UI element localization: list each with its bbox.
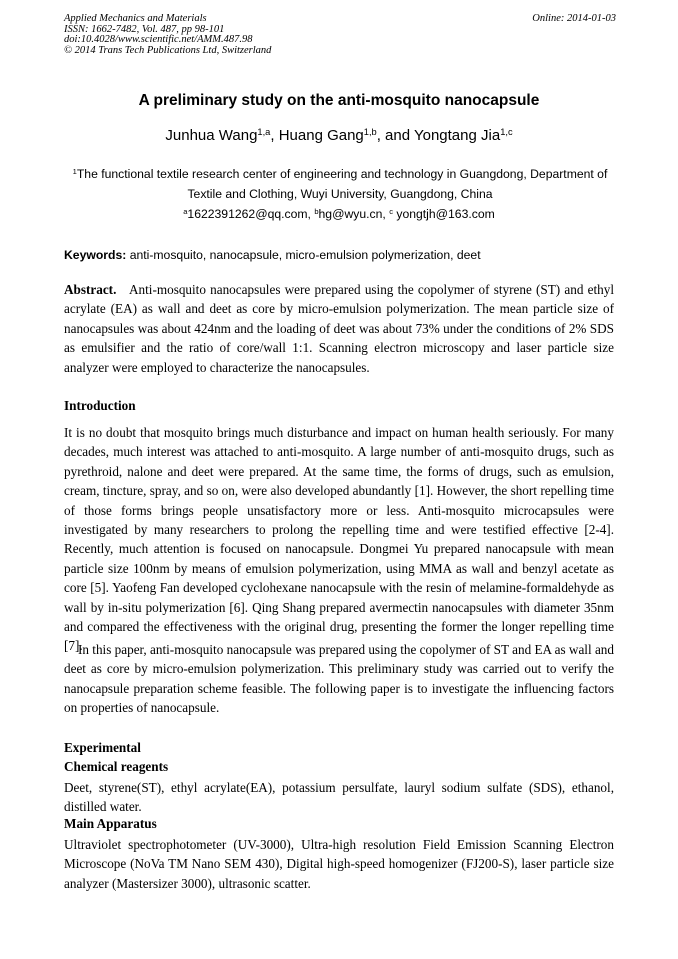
email-sup: a	[183, 206, 188, 216]
author-separator: ,	[270, 127, 279, 144]
keywords-label: Keywords:	[64, 248, 127, 262]
email-list	[0, 207, 678, 221]
paper-title: A preliminary study on the anti-mosquito nanocapsule	[138, 92, 540, 109]
abstract	[64, 280, 614, 377]
author-affiliation-sup: 1,a	[257, 126, 271, 137]
main-apparatus-text: Ultraviolet spectrophotometer (UV-3000), Ultra-high resolution Field Emission Scanning Electron Microscope (NoVa TM Nano SEM 430), Digital high-speed homogenizer (FJ200-S), laser particle size analyzer (Mastersizer 3000), ultrasonic scatter.	[64, 837, 614, 891]
affiliation-line-1: The functional textile research center of engineering and technology in Guangdong, Department of	[76, 167, 608, 181]
author-name: Junhua Wang	[165, 127, 258, 144]
author-affiliation-sup: 1,b	[363, 126, 377, 137]
author-name: Huang Gang	[278, 127, 364, 144]
main-apparatus-heading: Main Apparatus	[64, 816, 157, 831]
email-address[interactable]: 1622391262@qq.com	[187, 207, 308, 221]
chemical-reagents-heading: Chemical reagents	[64, 759, 169, 774]
abstract-label: Abstract.	[64, 282, 117, 297]
affiliation-sup: 1	[72, 166, 77, 176]
author-separator: , and	[376, 127, 414, 144]
email-sup: c	[389, 206, 393, 216]
introduction-heading: Introduction	[64, 398, 136, 413]
introduction-paragraph-2: In this paper, anti-mosquito nanocapsule was prepared using the copolymer of ST and EA as wall and deet as core by micro-emulsion polymerization. This preliminary study was carried out to verify the nanocapsule preparation scheme feasible. The following paper is to investigate the influencing factors on properties of nanocapsule.	[64, 642, 614, 716]
doi-line: doi:10.4028/www.scientific.net/AMM.487.98	[64, 34, 253, 46]
journal-name: Applied Mechanics and Materials	[64, 13, 207, 24]
email-separator: ,	[307, 207, 315, 221]
author-name: Yongtang Jia	[413, 127, 501, 144]
keywords-text: anti-mosquito, nanocapsule, micro-emulsion polymerization, deet	[126, 248, 481, 262]
online-date: Online: 2014-01-03	[532, 13, 616, 24]
email-address[interactable]: hg@wyu.cn	[318, 207, 383, 221]
chemical-reagents-text: Deet, styrene(ST), ethyl acrylate(EA), potassium persulfate, lauryl sodium sulfate (SDS), ethanol, distilled water.	[64, 780, 614, 815]
copyright-line: © 2014 Trans Tech Publications Ltd, Switzerland	[64, 44, 272, 56]
email-address[interactable]: yongtjh@163.com	[392, 207, 495, 221]
abstract-text: Anti-mosquito nanocapsules were prepared using the copolymer of styrene (ST) and ethyl acrylate (EA) as wall and deet as core by micro-emulsion polymerization. The mean particle size of nanocapsules was about 424nm and the loading of deet was about 73% under the conditions of 2% SDS as emulsifier and the ratio of core/wall 1:1. Scanning electron microscopy and laser particle size analyzer were employed to characterize the nanocapsules.	[64, 282, 614, 375]
affiliation	[64, 165, 616, 204]
email-sup: b	[314, 206, 319, 216]
author-affiliation-sup: 1,c	[500, 126, 513, 137]
author-list	[0, 127, 678, 144]
introduction-paragraph-1: It is no doubt that mosquito brings much disturbance and impact on human health seriously. For many decades, much interest was attached to anti-mosquito. A large number of anti-mosquito drugs, such as pyrethroid, nalone and deet were prepared. At the same time, the forms of drugs, such as emulsion, cream, tincture, spray, and so on, were also developed abundantly [1]. However, the short repelling time of those forms brings people unsatisfactory more or less. Anti-mosquito microcapsules were investigated by many researchers to prolong the repelling time and were testified effective [2-4]. Recently, much attention is focused on nanocapsule. Dongmei Yu prepared nanocapsule with mean particle size 100nm by means of emulsion polymerization, using MMA as wall and benzyl acetate as core [5]. Yaofeng Fan developed cyclohexane nanocapsule with the resin of melamine-formaldehyde as wall by in-situ polymerization [6]. Qing Shang prepared avermectin nanocapsules with diameter 35nm and compared the effectiveness with the original drug, presenting the former the longer repelling time [7].	[64, 425, 614, 654]
affiliation-line-2: Textile and Clothing, Wuyi University, Guangdong, China	[187, 186, 493, 201]
issn-line: ISSN: 1662-7482, Vol. 487, pp 98-101	[64, 23, 225, 35]
email-separator: ,	[382, 207, 390, 221]
experimental-heading: Experimental	[64, 740, 141, 755]
journal-header	[64, 14, 616, 56]
keywords	[64, 248, 616, 262]
